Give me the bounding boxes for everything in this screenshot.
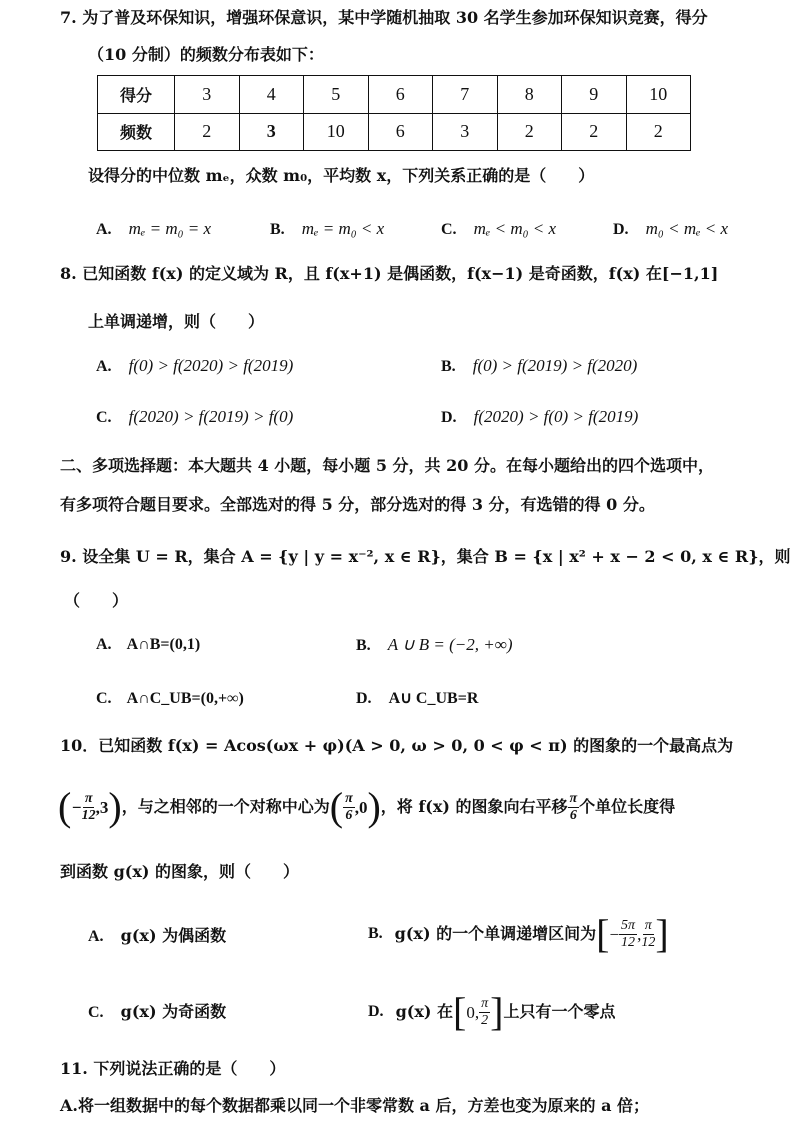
option-letter: D. — [368, 1003, 384, 1020]
table-cell: 2 — [175, 113, 240, 151]
table-cell: 2 — [562, 113, 627, 151]
table-cell: 10 — [304, 113, 369, 151]
fraction — [641, 918, 655, 950]
option-letter: C. — [441, 221, 457, 238]
q8-option-d — [441, 408, 638, 426]
q7-option-d — [613, 220, 728, 238]
option-text-post: 上只有一个零点 — [503, 1002, 616, 1021]
table-header-score: 得分 — [98, 76, 175, 114]
fraction-numerator: π — [569, 791, 578, 807]
q8-option-a — [96, 357, 293, 375]
fraction-denominator: 12 — [81, 807, 96, 823]
comma: , — [637, 924, 642, 944]
option-text: f(2020) > f(0) > f(2019) — [473, 407, 639, 426]
option-letter: A. — [96, 636, 112, 653]
q10-option-b — [368, 910, 669, 958]
q9-option-a — [96, 636, 200, 653]
q10-stem-line2 — [58, 785, 675, 829]
section-heading-line2: 有多项符合题目要求。全部选对的得 5 分，部分选对的得 3 分，有选错的得 0 分。 — [60, 495, 655, 514]
option-text: m₀ < mₑ < x — [645, 219, 729, 238]
q7-option-b — [270, 220, 384, 238]
q11-option-a: A.将一组数据中的每个数据都乘以同一个非零常数 a 后，方差也变为原来的 a 倍； — [60, 1096, 650, 1115]
fraction — [82, 791, 96, 823]
fraction — [568, 791, 580, 823]
q8-stem-line1: 8. 已知函数 f(x) 的定义域为 R，且 f(x+1) 是偶函数，f(x−1) 是奇函数，f(x) 在[−1,1] — [60, 264, 719, 283]
table-cell: 3 — [239, 113, 304, 151]
table-cell: 5 — [304, 76, 369, 114]
minus-sign: − — [609, 924, 620, 944]
option-letter: B. — [441, 358, 456, 375]
q9-option-b — [356, 636, 513, 654]
q9-option-d — [356, 690, 478, 707]
q8-option-b — [441, 357, 637, 375]
bracket-close: ] — [655, 911, 669, 956]
table-cell: 3 — [433, 113, 498, 151]
table-row-scores — [98, 76, 691, 114]
q7-stem-line2: （10 分制）的频数分布表如下： — [88, 45, 324, 64]
paren-open: ( — [58, 784, 72, 829]
fraction-denominator: 12 — [641, 934, 656, 950]
paren-close: ) — [367, 784, 381, 829]
option-letter: A. — [96, 358, 112, 375]
option-text: g(x) 在 — [395, 1002, 454, 1021]
q9-option-c — [96, 690, 244, 707]
option-letter: D. — [356, 690, 372, 707]
fraction-denominator: 6 — [345, 807, 353, 823]
q7-option-a — [96, 220, 211, 238]
table-cell: 6 — [368, 76, 433, 114]
table-cell: 3 — [175, 76, 240, 114]
paren-close: ) — [108, 784, 122, 829]
option-letter: C. — [88, 1004, 104, 1021]
q7-option-c — [441, 220, 556, 238]
fraction-denominator: 12 — [621, 934, 636, 950]
fraction — [343, 791, 355, 823]
q10-option-c — [88, 1004, 226, 1021]
option-text: f(2020) > f(2019) > f(0) — [128, 407, 294, 426]
option-letter: C. — [96, 690, 112, 707]
table-cell: 6 — [368, 113, 433, 151]
option-letter: A. — [88, 928, 104, 945]
option-text: mₑ < m₀ < x — [473, 219, 557, 238]
q11-stem: 11. 下列说法正确的是（ ） — [60, 1059, 286, 1078]
table-cell: 2 — [497, 113, 562, 151]
q9-stem-line1: 9. 设全集 U = R，集合 A = {y | y = x⁻², x ∈ R}，集合 B = {x | x² + x − 2 < 0, x ∈ R}，则 — [60, 547, 791, 566]
q10-stem-line3: 到函数 g(x) 的图象，则（ ） — [60, 862, 300, 881]
bracket-open: [ — [453, 989, 467, 1034]
fraction-numerator: π — [481, 996, 489, 1012]
table-header-frequency: 频数 — [98, 113, 175, 151]
q9-stem-line2: （ ） — [64, 591, 129, 610]
fraction-denominator: 2 — [481, 1012, 489, 1028]
option-text: g(x) 为偶函数 — [120, 926, 227, 945]
minus-sign: − — [71, 797, 82, 817]
table-cell: 4 — [239, 76, 304, 114]
table-cell: 9 — [562, 76, 627, 114]
option-text: mₑ = m₀ = x — [128, 219, 212, 238]
q10-text-end: 个单位长度得 — [579, 797, 676, 816]
bracket-open: [ — [596, 911, 610, 956]
frequency-table — [97, 75, 691, 151]
q10-text-mid1: ，与之相邻的一个对称中心为 — [121, 797, 330, 816]
fraction — [479, 996, 490, 1028]
option-text: A∩C_UB=(0,+∞) — [126, 690, 244, 707]
bracket-close: ] — [490, 989, 504, 1034]
option-letter: B. — [356, 637, 371, 654]
option-text: A∪ C_UB=R — [388, 690, 479, 707]
fraction-denominator: 6 — [569, 807, 577, 823]
q8-option-c — [96, 408, 293, 426]
table-row-freqs — [98, 113, 691, 151]
option-letter: A. — [96, 221, 112, 238]
option-letter: D. — [441, 409, 457, 426]
paren-open: ( — [329, 784, 344, 829]
fraction-numerator: π — [345, 791, 353, 807]
q8-stem-line2: 上单调递增，则（ ） — [88, 312, 265, 331]
fraction-numerator: 5π — [621, 918, 636, 934]
option-letter: B. — [368, 925, 383, 942]
fraction — [619, 918, 637, 950]
table-cell: 8 — [497, 76, 562, 114]
table-cell: 2 — [626, 113, 691, 151]
q10-text-mid2: ，将 f(x) 的图象向右平移 — [380, 797, 568, 816]
option-text: f(0) > f(2020) > f(2019) — [128, 356, 294, 375]
option-letter: C. — [96, 409, 112, 426]
coord-suffix: ,0 — [354, 797, 368, 817]
interval-start: 0, — [466, 1002, 480, 1022]
section-heading-line1: 二、多项选择题：本大题共 4 小题，每小题 5 分，共 20 分。在每小题给出的四个选项中， — [60, 456, 714, 475]
q10-option-d — [368, 988, 615, 1036]
table-cell: 10 — [626, 76, 691, 114]
option-text: A∩B=(0,1) — [126, 636, 201, 653]
option-letter: B. — [270, 221, 285, 238]
option-text: A ∪ B = (−2, +∞) — [387, 635, 513, 654]
option-text: g(x) 为奇函数 — [120, 1002, 227, 1021]
option-text: f(0) > f(2019) > f(2020) — [472, 356, 638, 375]
q7-question: 设得分的中位数 mₑ，众数 m₀，平均数 x，下列关系正确的是（ ） — [88, 166, 595, 185]
option-text: g(x) 的一个单调递增区间为 — [394, 924, 597, 943]
table-cell: 7 — [433, 76, 498, 114]
fraction-numerator: π — [644, 918, 652, 934]
option-letter: D. — [613, 221, 629, 238]
q7-stem-line1: 7. 为了普及环保知识，增强环保意识，某中学随机抽取 30 名学生参加环保知识竞赛，得分 — [60, 8, 708, 27]
option-text: mₑ = m₀ < x — [301, 219, 385, 238]
q10-stem-line1: 10．已知函数 f(x) = Acos(ωx + φ)(A > 0, ω > 0, 0 < φ < π) 的图象的一个最高点为 — [60, 736, 734, 755]
fraction-numerator: π — [84, 791, 93, 807]
q10-option-a — [88, 928, 226, 945]
coord-suffix: ,3 — [95, 797, 109, 817]
